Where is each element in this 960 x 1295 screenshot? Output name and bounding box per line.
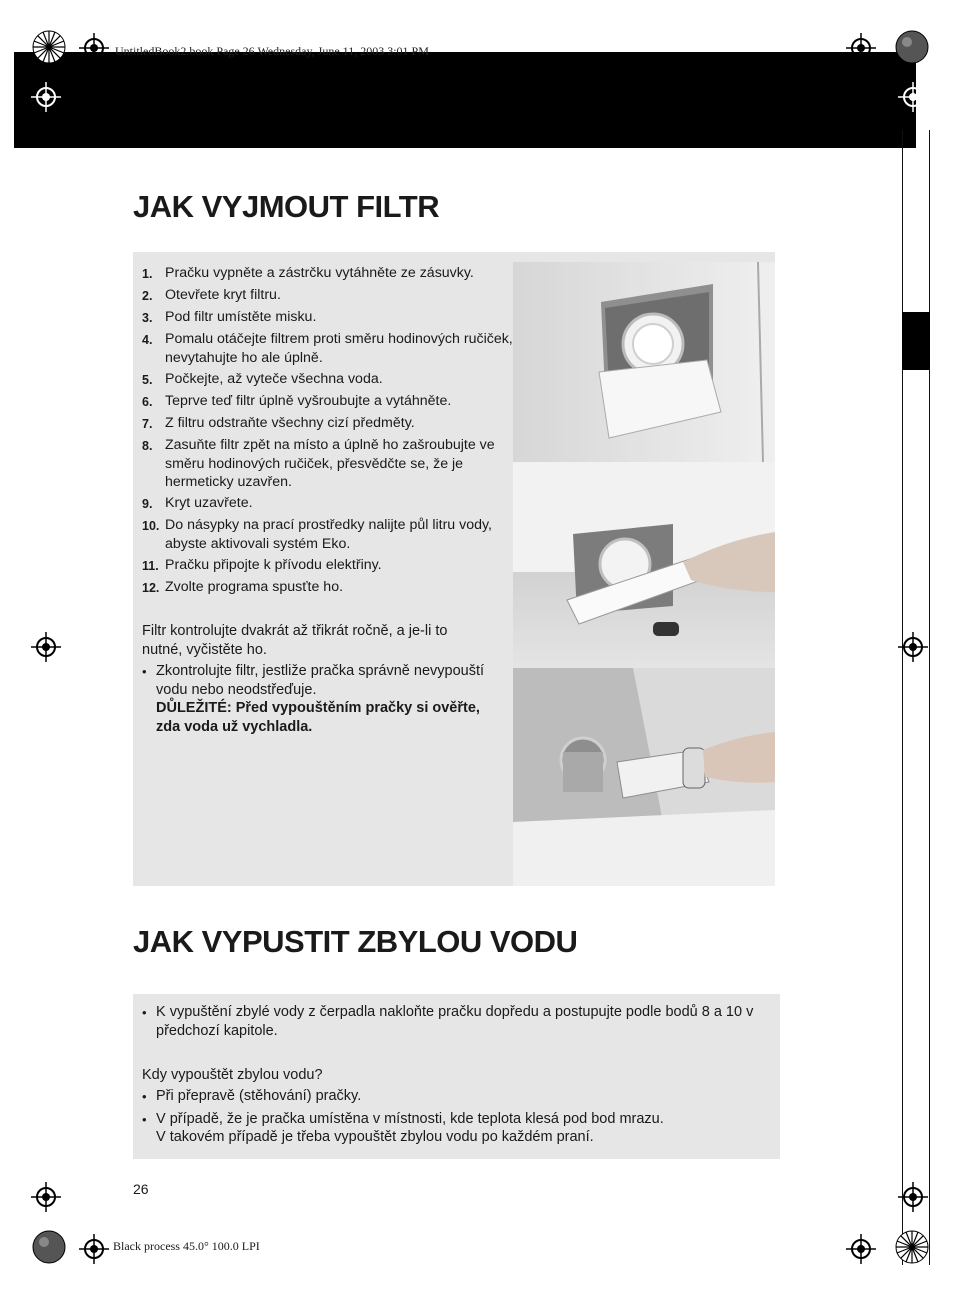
step-number: 3. [142,311,153,326]
check-bullet-text: Zkontrolujte filtr, jestliže pračka správně nevypouští vodu nebo neodstřeďuje. [156,663,485,698]
step-number: 1. [142,267,153,281]
step-text: Teprve teď filtr úplně vyšroubujte a vytáhněte. [165,392,452,409]
step-text: Zvolte programa spusťte ho. [165,579,344,596]
registration-mark-icon [846,1234,876,1264]
gray-target-icon [895,30,929,69]
filter-photos [513,262,775,886]
step-item [142,414,514,434]
step-number: 10. [142,519,160,534]
drain-case-text: V případě, že je pračka umístěna v místnosti, kde teplota klesá pod bod mrazu. [156,1111,664,1127]
step-item [142,308,514,328]
step-item [142,286,514,306]
registration-mark-icon [846,33,876,63]
header-black-bar [14,52,916,148]
step-item [142,516,514,553]
step-item [142,556,514,576]
registration-mark-icon [898,82,928,112]
step-number: 5. [142,372,153,387]
step-number: 9. [142,497,153,512]
step-item [142,264,514,284]
drain-followup: V takovém případě je třeba vypouštět zbylou vodu po každém praní. [156,1129,594,1145]
step-item [142,578,514,598]
drain-bullet-text: K vypuštění zbylé vody z čerpadla nakloňte pračku dopředu a postupujte podle bodů 8 a 10 v předchozí kapitole. [156,1004,754,1039]
step-item [142,370,514,390]
page-number: 26 [133,1181,149,1197]
registration-mark-icon [79,1234,109,1264]
section-title-drain-water: JAK VYPUSTIT ZBYLOU VODU [133,924,578,959]
step-number: 7. [142,417,153,432]
step-text: Zasuňte filtr zpět na místo a úplně ho zašroubujte ve směru hodinových ručiček, přesvědčte se, že je hermeticky uzavřen. [165,437,495,491]
step-item [142,392,514,412]
bullet-glyph: • [142,1005,147,1020]
step-number: 8. [142,439,153,454]
step-text: Pomalu otáčejte filtrem proti směru hodinových ručiček, nevytahujte ho ale úplně. [165,331,513,366]
drain-bullet [142,1003,770,1041]
bullet-glyph: • [142,1112,147,1127]
step-number: 11. [142,558,159,573]
step-number: 6. [142,394,153,409]
bullet-glyph: • [142,1089,147,1104]
bullet-glyph: • [142,664,147,679]
starburst-target-icon [895,1230,929,1269]
step-number: 4. [142,333,153,348]
step-text: Kryt uzavřete. [165,495,253,512]
sidebar-frame [902,130,930,1265]
step-text: Pod filtr umístěte misku. [165,309,317,326]
check-frequency-text: Filtr kontrolujte dvakrát až třikrát ročně, a je-li to nutné, vyčistěte ho. [142,623,448,658]
starburst-target-icon [32,30,66,69]
step-item [142,330,514,367]
check-bullet [142,662,502,700]
registration-mark-icon [31,1182,61,1212]
important-note: DŮLEŽITÉ: Před vypouštěním pračky si ověřte, zda voda už vychladla. [156,700,480,735]
step-number: 12. [142,581,160,596]
step-item [142,436,514,492]
section-title-remove-filter: JAK VYJMOUT FILTR [133,189,440,224]
print-slug-top: UntitledBook2.book Page 26 Wednesday, June 11, 2003 3:01 PM [115,44,429,58]
print-slug-bottom: Black process 45.0° 100.0 LPI [113,1239,260,1253]
sidebar-tab [902,312,930,370]
step-item [142,494,514,514]
drain-case-item [142,1110,770,1129]
drain-question: Kdy vypouštět zbylou vodu? [142,1067,323,1083]
step-text: Pračku připojte k přívodu elektřiny. [165,556,382,573]
registration-mark-icon [898,632,928,662]
registration-mark-icon [31,632,61,662]
registration-mark-icon [31,82,61,112]
steps-list [142,264,514,600]
step-text: Z filtru odstraňte všechny cizí předměty. [165,415,415,432]
gray-target-icon [32,1230,66,1269]
drain-case-item [142,1087,770,1106]
step-text: Počkejte, až vyteče všechna voda. [165,370,383,387]
step-text: Do násypky na prací prostředky nalijte půl litru vody, abyste aktivovali systém Eko. [165,517,492,552]
registration-mark-icon [79,33,109,63]
step-text: Pračku vypněte a zástrčku vytáhněte ze zásuvky. [165,265,474,281]
step-text: Otevřete kryt filtru. [165,287,281,304]
drain-case-text: Při přepravě (stěhování) pračky. [156,1088,362,1104]
registration-mark-icon [898,1182,928,1212]
step-number: 2. [142,289,153,304]
